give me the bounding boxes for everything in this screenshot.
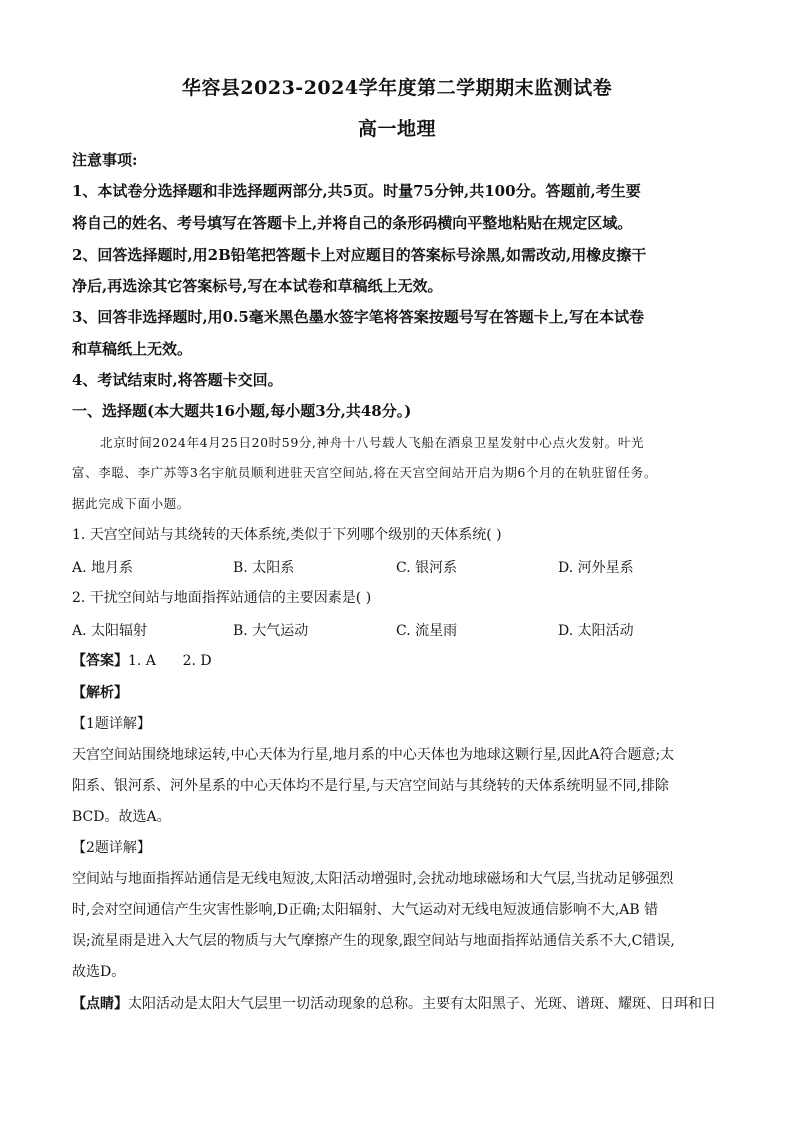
detail-1-line: 阳系、银河系、河外星系的中心天体均不是行星,与天宫空间站与其绕转的天体系统明显不同,排除	[72, 778, 669, 794]
q1-option-d: D. 河外星系	[558, 560, 634, 576]
tip-label: 【点睛】	[72, 996, 128, 1012]
detail-1-label: 【1题详解】	[72, 716, 151, 732]
notice-line: 4、考试结束时,将答题卡交回。	[72, 371, 283, 389]
answer-text: 1. A 2. D	[128, 653, 212, 669]
q1-option-c: C. 银河系	[396, 560, 458, 576]
passage-line: 据此完成下面小题。	[72, 496, 190, 511]
question-1-stem: 1. 天宫空间站与其绕转的天体系统,类似于下列哪个级别的天体系统( )	[72, 527, 502, 543]
tip-text: 太阳活动是太阳大气层里一切活动现象的总称。主要有太阳黑子、光斑、谱斑、耀斑、日珥和日	[128, 996, 716, 1012]
notice-line: 3、回答非选择题时,用0.5毫米黑色墨水签字笔将答案按题号写在答题卡上,写在本试卷	[72, 308, 644, 326]
tip-row	[72, 994, 722, 1014]
subject-title: 高一地理	[357, 118, 436, 140]
exam-title: 华容县2023-2024学年度第二学期期末监测试卷	[181, 77, 613, 99]
detail-2-line: 时,会对空间通信产生灾害性影响,D正确;太阳辐射、大气运动对无线电短波通信影响不大,AB 错	[72, 902, 659, 918]
answer-label: 【答案】	[72, 653, 128, 669]
passage-line: 北京时间2024年4月25日20时59分,神舟十八号载人飞船在酒泉卫星发射中心点火发射。叶光	[100, 435, 645, 450]
notice-line: 和草稿纸上无效。	[72, 340, 193, 358]
notice-line: 净后,再选涂其它答案标号,写在本试卷和草稿纸上无效。	[72, 277, 443, 295]
detail-2-line: 故选D。	[72, 964, 126, 980]
detail-1-line: 天宫空间站围绕地球运转,中心天体为行星,地月系的中心天体也为地球这颗行星,因此A符合题意;太	[72, 747, 675, 763]
question-2-stem: 2. 干扰空间站与地面指挥站通信的主要因素是( )	[72, 590, 372, 606]
q1-option-b: B. 太阳系	[233, 560, 295, 576]
q2-option-c: C. 流星雨	[396, 623, 458, 639]
q2-option-a: A. 太阳辐射	[72, 623, 148, 639]
section-heading: 一、选择题(本大题共16小题,每小题3分,共48分。)	[72, 402, 412, 420]
passage-line: 富、李聪、李广苏等3名宇航员顺利进驻天宫空间站,将在天宫空间站开启为期6个月的在轨驻留任务。	[72, 465, 657, 480]
detail-2-label: 【2题详解】	[72, 840, 151, 856]
notice-line: 将自己的姓名、考号填写在答题卡上,并将自己的条形码横向平整地粘贴在规定区域。	[72, 214, 633, 232]
q2-option-b: B. 大气运动	[233, 623, 309, 639]
detail-2-line: 误;流星雨是进入大气层的物质与大气摩擦产生的现象,跟空间站与地面指挥站通信关系不大,C错误,	[72, 933, 675, 949]
analysis-label: 【解析】	[72, 685, 128, 701]
q2-option-d: D. 太阳活动	[558, 623, 634, 639]
notice-line: 1、本试卷分选择题和非选择题两部分,共5页。时量75分钟,共100分。答题前,考生要	[72, 182, 641, 200]
q1-option-a: A. 地月系	[72, 560, 134, 576]
notice-line: 2、回答选择题时,用2B铅笔把答题卡上对应题目的答案标号涂黑,如需改动,用橡皮擦干	[72, 246, 647, 264]
notice-heading: 注意事项:	[72, 151, 138, 169]
detail-2-line: 空间站与地面指挥站通信是无线电短波,太阳活动增强时,会扰动地球磁场和大气层,当扰动足够强烈	[72, 871, 674, 887]
detail-1-line: BCD。故选A。	[72, 809, 171, 825]
answer-row	[72, 651, 722, 671]
